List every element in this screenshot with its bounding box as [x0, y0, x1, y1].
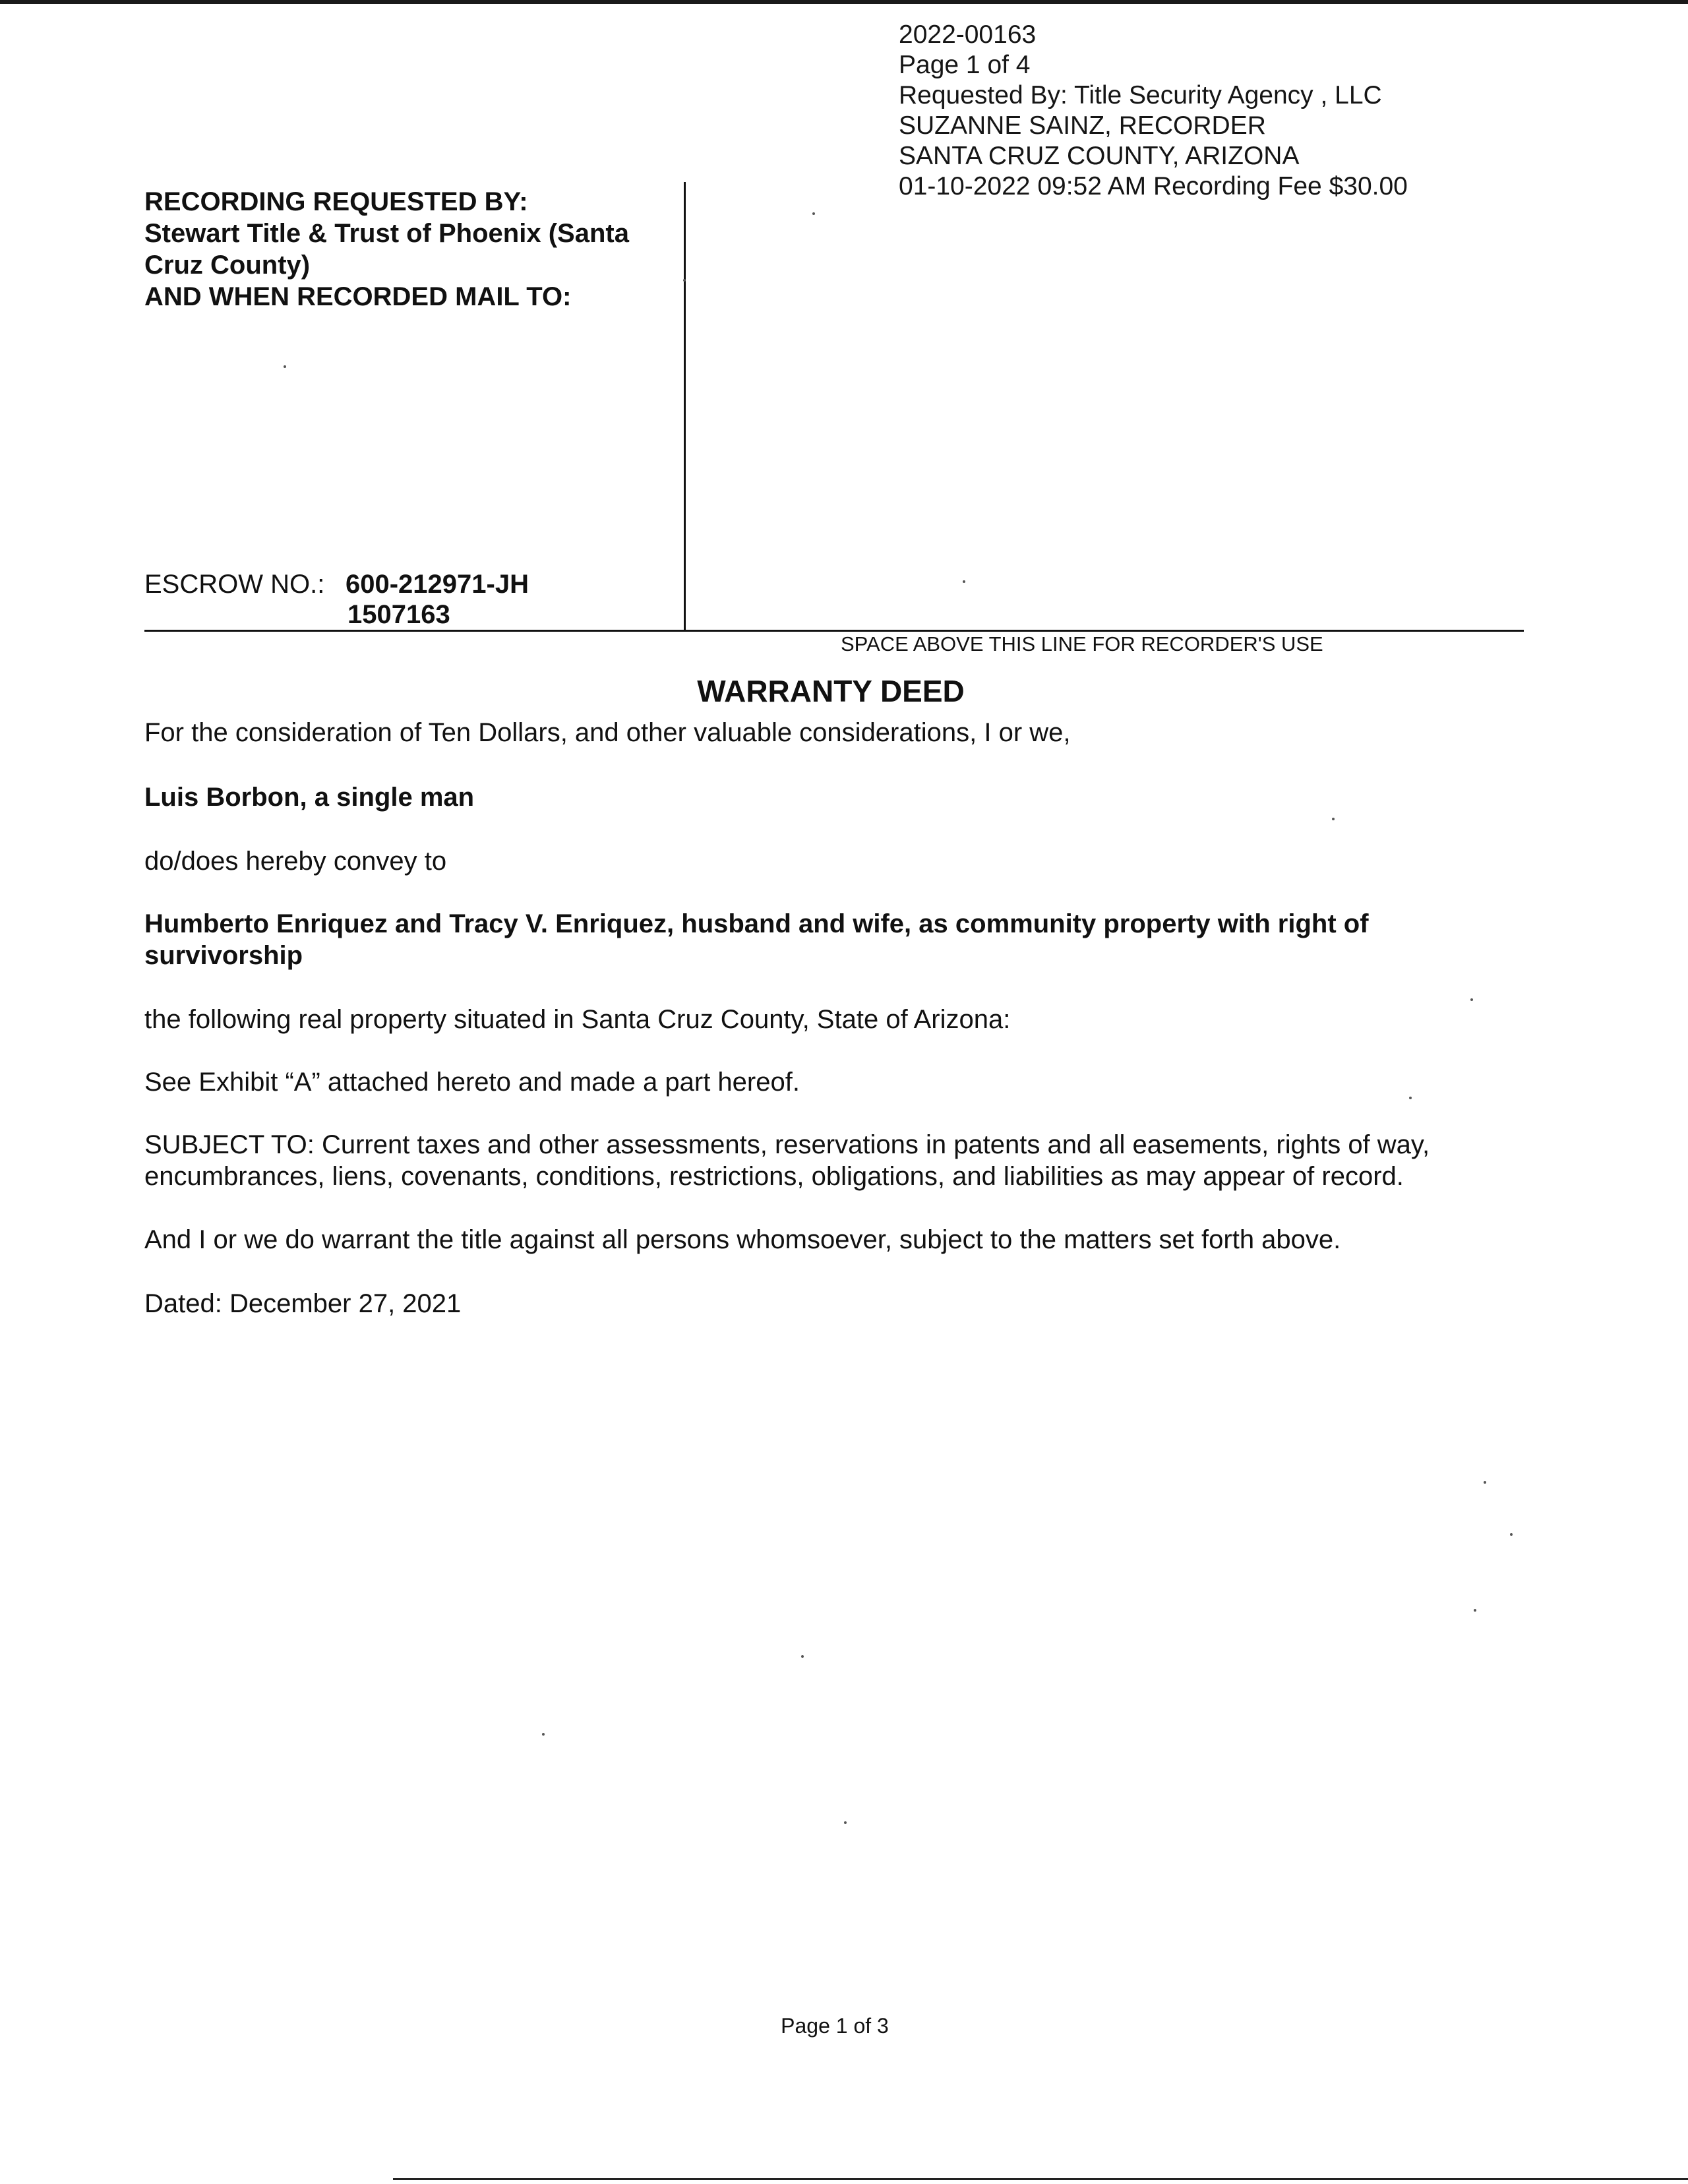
grantor-paragraph: Luis Borbon, a single man [144, 783, 475, 812]
convey-paragraph: do/does hereby convey to [144, 847, 447, 876]
scan-speck [542, 1733, 545, 1736]
stamp-county: SANTA CRUZ COUNTY, ARIZONA [899, 142, 1300, 170]
recording-requested-line1: RECORDING REQUESTED BY: [144, 187, 528, 216]
scan-speck [1470, 998, 1473, 1001]
scan-speck [683, 279, 686, 282]
scan-speck [801, 1655, 804, 1658]
subject-to-paragraph: SUBJECT TO: Current taxes and other assessments, reservations in patents and all easements, rights of way, encumbrances, liens, covenants, conditions, restrictions, obligations, and liabilities as may appear of record. [144, 1130, 1430, 1191]
stamp-page: Page 1 of 4 [899, 51, 1031, 79]
recorder-use-note: SPACE ABOVE THIS LINE FOR RECORDER'S USE [841, 632, 1323, 655]
recording-requested-block [144, 186, 672, 313]
scan-speck [812, 212, 815, 215]
scan-speck [1510, 1533, 1513, 1536]
escrow-number-2: 1507163 [347, 600, 450, 629]
consideration-paragraph: For the consideration of Ten Dollars, and other valuable considerations, I or we, [144, 718, 1071, 747]
exhibit-paragraph: See Exhibit “A” attached hereto and made a part hereof. [144, 1068, 800, 1097]
box-vertical-divider [684, 182, 686, 630]
stamp-doc-number: 2022-00163 [899, 20, 1037, 49]
scan-speck [1409, 1097, 1412, 1099]
scan-speck [844, 1821, 847, 1824]
recording-requested-line3: Cruz County) [144, 251, 311, 280]
escrow-label: ESCROW NO.: [144, 570, 325, 599]
recorder-stamp [899, 20, 1408, 202]
stamp-date-fee: 01-10-2022 09:52 AM Recording Fee $30.00 [899, 172, 1408, 200]
scan-speck [1474, 1609, 1476, 1612]
grantee-paragraph: Humberto Enriquez and Tracy V. Enriquez, husband and wife, as community property with right of survivorship [144, 909, 1369, 970]
warrant-paragraph: And I or we do warrant the title against all persons whomsoever, subject to the matters set forth above. [144, 1225, 1341, 1254]
scan-speck [1484, 1481, 1486, 1484]
recording-requested-line4: AND WHEN RECORDED MAIL TO: [144, 282, 572, 311]
scan-top-edge [0, 0, 1688, 4]
scan-bottom-edge [393, 2178, 1688, 2180]
page-footer: Page 1 of 3 [781, 2014, 889, 2038]
escrow-number: 600-212971-JH [346, 570, 529, 599]
dated-paragraph: Dated: December 27, 2021 [144, 1289, 462, 1318]
scan-speck [284, 365, 286, 368]
scan-speck [963, 580, 965, 583]
property-paragraph: the following real property situated in Santa Cruz County, State of Arizona: [144, 1005, 1011, 1034]
stamp-recorder: SUZANNE SAINZ, RECORDER [899, 111, 1266, 140]
recording-requested-line2: Stewart Title & Trust of Phoenix (Santa [144, 219, 629, 248]
stamp-requested-by: Requested By: Title Security Agency , LLC [899, 81, 1382, 109]
scan-speck [1332, 818, 1335, 820]
document-title: WARRANTY DEED [697, 674, 965, 708]
